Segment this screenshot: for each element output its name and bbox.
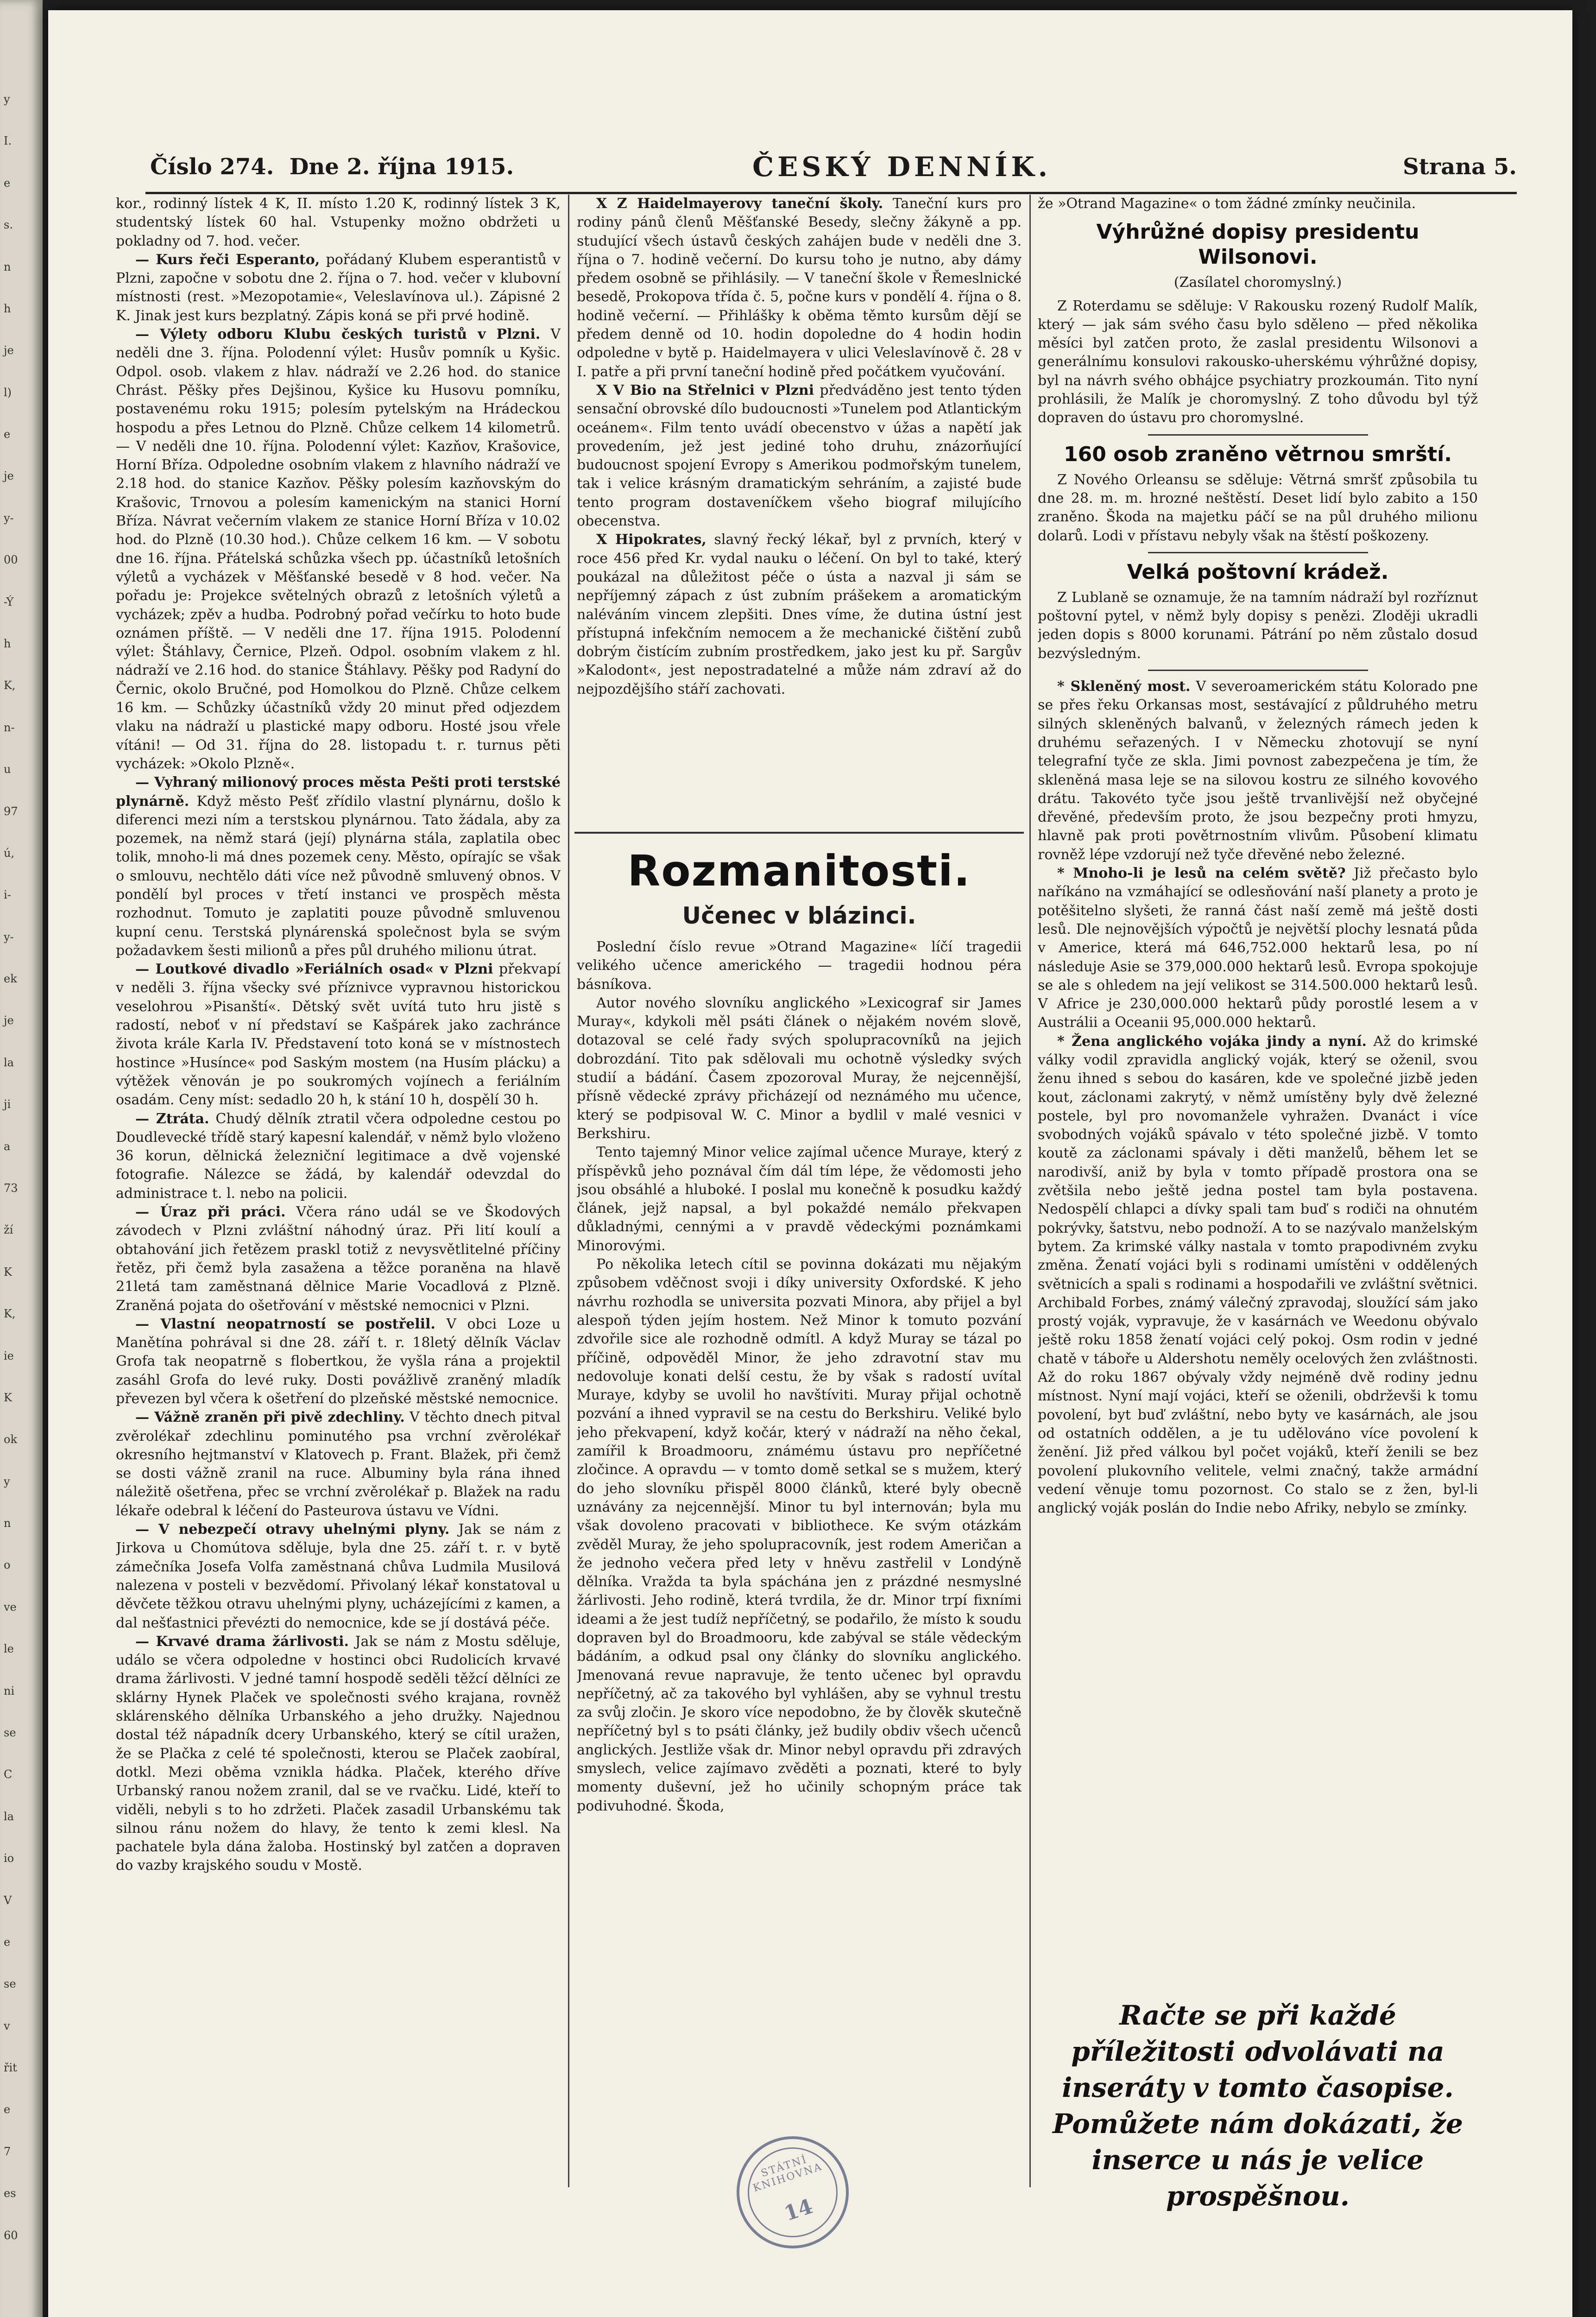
header-rule [145,192,1517,194]
article-otrava: — V nebezpečí otravy uhelnými plyny. Jak se nám z Jirkova u Chomútova sděluje, byla dne 25. září t. r. v bytě zámečníka Josefa Volfa zaměstnaná chůva Ludmila Musilová nalezena v posteli v bezvědomí. Přivolaný lékař konstatoval u děvčete těžkou otravu uhelnými plyny, ucházejícími z kamen, a dal nešťastnici převézti do nemocnice, kde se jí dostává péče. [116,1521,561,1631]
edge-fragment: ú, [4,846,15,860]
article-uraz: — Úraz při práci. Včera ráno udál se ve Škodových závodech v Plzni zvláštní náhodný úraz. Při lití koulí a obtahování jich řetězem praskl totiž z nevysvětlitelné příčiny řetěz, při čemž byla zasažena a těžce poraněna na hlavě 21letá tam zaměstnaná dělnice Marie Vocadlová z Plzně. Zraněná pojata do ošetřování v městské nemocnici v Plzni. [116,1204,561,1314]
edge-fragment: ží [4,1223,13,1237]
edge-fragment: ok [4,1433,17,1446]
column-1 [116,195,561,2187]
edge-fragment: y- [4,930,14,943]
edge-fragment: l) [4,386,12,399]
edge-fragment: ie [4,1349,14,1362]
edge-fragment: 00 [4,553,18,567]
article-zranen: — Vážně zraněn při pivě zdechliny. V těchto dnech pitval zvěrolékař zdechlinu pominutého psa vrchní zvěrolékař okresního hejtmanství v Klatovech p. Frant. Blažek, při čemž se dosti vážně zranil na ruce. Albuminy byla rána ihned náležitě ošetřena, přec se vrchní zvěrolékař p. Blažek na radu lékaře odebral k léčení do Pasteurova ústavu ve Vídni. [116,1409,561,1519]
article-bio: X V Bio na Střelnici v Plzni předváděno jest tento týden sensační obrovské dílo budoucnosti »Tunelem pod Atlantickým oceánem«. Film tento uvádí obecenstvo v úžas a napětí jak provedením, jež jest jediné toho druhu, znázorňující budoucnost spojení Evropy s Amerikou podmořským tunelem, tak i velice krásným dramatickým sehráním, a zajisté bude tento program dostaveníčkem všeho biograf milujícího obecenstva. [577,382,1022,530]
edge-fragment: u [4,763,11,776]
edge-fragment: 60 [4,2228,18,2242]
edge-fragment: n- [4,721,15,734]
edge-fragment: e [4,428,11,441]
article-ztrata: — Ztráta. Chudý dělník ztratil včera odpoledne cestou po Doudlevecké třídě starý kapesní kalendář, v němž bylo vloženo 36 korun, dělnická železniční legitimace a dvě vojenské fotografie. Nálezce se žádá, by kalendář odevzdal do administrace t. l. nebo na policii. [116,1110,561,1202]
edge-fragment: s. [4,218,13,232]
edge-fragment: se [4,1726,16,1739]
edge-fragment: la [4,1056,14,1069]
edge-fragment: je [4,469,14,483]
edge-fragment: es [4,2187,16,2200]
edge-fragment: e [4,1935,11,1949]
article-title: Učenec v blázinci. [682,902,916,929]
edge-fragment: je [4,1014,14,1027]
stamp-text: STÁTNÍ KNIHOVNA [751,2153,824,2195]
edge-fragment: io [4,1852,14,1865]
article-vylety: — Výlety odboru Klubu českých turistů v Plzni. V neděli dne 3. října. Polodenní výlet: Husův pomník u Kyšic. Odpol. osob. vlakem z hlav. nádraží ve 2.26 hod. do stanice Chrást. Pěšky přes Dejšinou, Kyšice ku Husovu pomníku, postavenému roku 1915; polesím pytelským na Hrádeckou hospodu a přes Letnou do Plzně. Chůze celkem 14 kilometrů. — V neděli dne 10. října. Polodenní výlet: Kazňov, Krašovice, Horní Bříza. Odpoledne osobním vlakem z hlavního nádraží ve 2.18 hod. do stanice Kazňov. Pěšky polesím kazňovským do Krašovic, Trnovou a polesím kamenickým na stanici Horní Bříza. Návrat večerním vlakem ze stanice Horní Bříza v 10.02 hod. do Plzně (10.30 hod.). Chůze celkem 16 km. — V sobotu dne 16. října. Přátelská schůzka všech pp. účastníků letošních výletů a vycházek v Měšťanské besedě v 8 hod. večer. Na pořadu je: Projekce světelných obrazů z letošních výletů a vycházek; zpěv a hudba. Podrobný pořad večírku to hoto bude oznámen příště. — V neděli dne 17. října 1915. Polodenní výlet: Štáhlavy, Černice, Plzeň. Odpol. osobním vlakem z hl. nádraží ve 2.16 hod. do stanice Štáhlavy. Pěšky pod Radyní do Černic, okolo Bručné, pod Homolkou do Plzně. Chůze celkem 16 km. — Schůzky účastníků vždy 20 minut před odjezdem vlaku na nádraží u plastické mapy odboru. Hosté jsou vřele vítáni! — Od 31. října do 28. listopadu t. r. turnus pěti vycházek: »Okolo Plzně«. [116,326,561,772]
edge-fragment: ek [4,972,17,986]
edge-fragment: le [4,1642,14,1656]
edge-fragment: i- [4,888,11,902]
issue-date: Číslo 274. Dne 2. října 1915. [150,154,514,180]
edge-fragment: h [4,637,11,650]
edge-fragment: -Ý [4,595,14,608]
edge-fragment: 73 [4,1182,18,1195]
article-zena-vojaka: * Žena anglického vojáka jindy a nyní. Až do krimské války vodil zpravidla anglický voják, který se oženil, svou ženu ihned s sebou do kasáren, kde ve společné jizbě jeden kout, záclonami zakrytý, v němž umístěny byly dvě železné postele, byl pro novomanžele vyhražen. Dvanáct i více svobodných vojáků spávalo v této společné jizbě. V tomto koutě za záclonami spávaly i děti manželů, během let se narodivší, aniž by byla v tomto případě prostora ona se zvětšila nebo ještě jedna postel tam byla postavena. Nedospělí chlapci a dívky spali tam buď s rodiči na ohnutém pokrývky, šatstvu, nebo podnoží. A to se nazývalo manželským bytem. Za krimské války nastala v tomto prapodivném zvyku změna. Ženatí vojáci byli s rodinami umístěni v oddělených světnicích a spali s rodinami a hospodařili ve zvláštní světnici. Archibald Forbes, známý válečný zpravodaj, sloužící sám jako prostý voják, vypravuje, že v kasárnách ve Weedonu obývalo ještě roku 1858 ženatí vojáci celý pokoj. Osm rodin v jedné chatě v táboře u Aldershotu neměly ocelových žen zvláštnosti. Až do roku 1867 obývaly vždy nejméně dvě rodiny jednu místnost. Nyní mají vojáci, kteří se oženili, obdrževši k tomu povolení, byt buď zvláštní, nebo byty ve kasárnách, ale jsou od ostatních oddělen, a je tu udělováno více povolení k ženění. Již před válkou byl počet vojáků, kteří ženili se bez povolení plukovního velitele, velmi značný, takže armádní vedení věnuje tomu pozornost. Co stalo se z žen, byl-li anglický voják poslán do Indie nebo Afriky, nebylo se zmínky. [1038,1033,1478,1517]
article-postrelil: — Vlastní neopatrností se postřelil. V obci Loze u Manětína pohrával si dne 28. září t. r. 18letý dělník Václav Grofa tak neopatrně s flobertkou, že vyšla rána a projektil zasáhl Grofa do levé ruky. Dosti povážlivě zraněný mladík převezen byl včera k ošetření do plzeňské městské nemocnice. [116,1316,561,1407]
edge-fragment: y [4,93,10,106]
edge-fragment: řit [4,2061,17,2075]
article-loutkove-divadlo: — Loutkové divadlo »Feriálních osad« v Plzni překvapí v neděli 3. října všecky své příznivce vypravnou historickou veselohrou »Pisanští«. Dětský svět uvítá tuto hru jistě s radostí, neboť v ní představí se Kašpárek jako zachránce života krále Karla IV. Představení toto koná se v místnostech hostince »Husínce« pod Saským mostem (na Husím plácku) a výtěžek věnován je po soukromých vojínech a feriálním osadám. Ceny míst: sedadlo 20 h, k stání 10 h, dospělí 30 h. [116,961,561,1108]
section-title: Rozmanitosti. [627,846,971,896]
edge-fragment: K [4,1391,12,1404]
headline-wilson: Výhrůžné dopisy presidentu Wilsonovi. [1096,220,1419,269]
article-lesy: * Mnoho-li je lesů na celém světě? Již přečasto bylo naříkáno na vzmáhající se odlesňování naší planety a proto je potěšitelno slyšeti, že ranná část naší země má ještě dosti lesů. Dle nejnovějších výpočtů je největší plochy lesnatá půda v Americe, která má 646,752.000 hektarů lesa, po ní následuje Asie se 379,000.000 hektarů lesů. Evropa spokojuje se ale s ohledem na její velikost se 314.500.000 hektarů lesů. V Africe je 230,000.000 hektarů půdy porostlé lesem a v Austrálii a Oceanii 95,000.000 hektarů. [1038,865,1478,1031]
edge-fragment: n [4,260,11,273]
article-hipokrates: X Hipokrates, slavný řecký lékař, byl z prvních, který v roce 456 před Kr. vydal nauku o léčení. On byl to také, který poukázal na důležitost péče o ústa a nazval ji sám se nepříjemný zápach z úst zubním prášekem a aromatickým naléváním vincem zlepšiti. Dnes víme, že dutina ústní jest přístupná infekčním nemocem a že mechanické čištění zubů dobrým čistícím zubním prostředkem, jako jest ku př. Sargův »Kalodont«, jest nepostradatelné a může nám zdraví až do nejpozdějšího stáří zachovati. [577,532,1022,697]
article-proces: — Vyhraný milionový proces města Pešti proti terstské plynárně. Když město Pešť zřídilo vlastní plynárnu, došlo k diferenci mezi ním a terstskou plynárnou. Tato žádala, aby za pozemek, na němž stará (její) plynárna stála, zaplatila obec tolik, mnoho-li má dnes pozemek ceny. Město, opírajíc se však o smlouvu, nechtělo dáti více než původně smluvený obnos. V pondělí byl proces v třetí instanci ve prospěch města rozhodnut. Tomuto je zaplatiti pouze původně smluvenou kupní cenu. Terstská plynárenská společnost byla se svým požadavkem šesti milionů a přes půl druhého milionu útrat. [116,774,561,959]
edge-fragment: a [4,1140,11,1153]
edge-fragment: K, [4,1307,16,1321]
article-most: * Skleněný most. V severoamerickém státu Kolorado pne se přes řeku Orkansas most, sestávající z půldruhého metru silných skleněných balvanů, v železných rámech jeden k druhému seřazených. I v Německu zhotovují se nyní telegrafní tyče ze skla. Jimi povnost zabezpečena je tím, že skleněná masa leje se na silovou kostru ze silného kovového drátu. Takovéto tyče jsou ještě trvanlivější než obyčejné dřevěné, především proto, že jsou bezpečny proti hmyzu, hlavně pak proti povětrnostním vlivům. Působení klimatu rovněž lépe vzdorují než tyče dřevěné nebo železné. [1038,678,1478,863]
edge-fragment: y- [4,511,14,525]
edge-fragment: la [4,1810,14,1823]
divider [1148,434,1368,436]
edge-fragment: 97 [4,804,18,818]
edge-fragment: y [4,1475,10,1488]
column-2-bottom [577,899,1022,2178]
edge-fragment: se [4,1977,16,1991]
edge-fragment: 7 [4,2145,11,2158]
paragraph: Z Roterdamu se sděluje: V Rakousku rozený Rudolf Malík, který — jak sám svého času bylo sděleno — před několika měsíci byl zatčen proto, že zaslal presidentu Wilsonovi a generálnímu konsulovi rakousko-uherskému výhrůžné dopisy, byl na návrh svého obhájce psychiatry prozkoumán. Tito nyní prohlásili, že Malík je choromyslný. Z toho důvodu byl týž dopraven do ústavu pro choromyslné. [1038,298,1478,426]
column-rule-1 [568,195,569,2187]
page-header [150,151,1517,186]
edge-fragment: ji [4,1098,11,1111]
headline-smrst: 160 osob zraněno větrnou smrští. [1064,442,1452,466]
article-drama: — Krvavé drama žárlivosti. Jak se nám z Mostu sděluje, událo se včera odpoledne v hostinci obci Rudolicích krvavé drama žárlivosti. V jedné tamní hospodě seděli těžcí dělníci ze sklárny Hynek Plaček ve společnosti svého krajana, rovněž sklárenského dělníka Urbanského a jeho družky. Najednou dostal též nápadník dcery Urbanského, který se cítil uražen, že se Plačka z celé té společnosti, kterou se Plaček zaobíral, dotkl. Mezi oběma vznikla hádka. Plaček, kterého dříve Urbanský ranou nožem zranil, dal se ve rvačku. Lidé, kteří to viděli, nebyli s to ho zdržeti. Plaček zasadil Urbanskému tak silnou ránu nožem do hlavy, že tento k zemi klesl. Na pachatele byla dána žaloba. Hostinský byl zatčen a dopraven do vazby krajského soudu v Mostě. [116,1633,561,1874]
edge-fragment: C [4,1768,13,1781]
stamp-number: 14 [781,2194,816,2226]
edge-fragment: v [4,2019,10,2032]
edge-fragment: h [4,302,11,315]
paragraph: Z Nového Orleansu se sděluje: Větrná smršť způsobila tu dne 28. m. m. hrozné neštěstí. Deset lidí bylo zabito a 150 zraněno. Škoda na majetku páčí se na půl druhého milionu dolarů. Lodi v přístavu nebyly však na štěstí poškozeny. [1038,471,1478,544]
advertisement-notice: Račte se při každé příležitosti odvolávati na inseráty v tomto časopise. Pomůžete nám dokázati, že inserce u nás je velice prospěšnou. [1053,2000,1463,2212]
column-3 [1038,195,1478,2212]
divider [1148,670,1368,671]
edge-fragment: K, [4,679,16,692]
paragraph: Poslední číslo revue »Otrand Magazine« líčí tragedii velikého učence amerického — tragedii hodnou péra básníkova. [577,939,1022,993]
edge-fragment: o [4,1558,11,1572]
article-esperanto: — Kurs řeči Esperanto, pořádaný Klubem esperantistů v Plzni, započne v sobotu dne 2. října o 7. hod. večer v klubovní místnosti (rest. »Mezopotamie«, Veleslavínova ul.). Zápisné 2 K. Jinak jest kurs bezplatný. Zápis koná se při prvé hodině. [116,251,561,324]
article-text: kor., rodinný lístek 4 K, II. místo 1.20 K, rodinný lístek 3 K, studentský lístek 60 hal. Vstupenky možno obdržeti u pokladny od 7. hod. večer. [116,196,561,249]
previous-page-edge [0,0,43,2317]
edge-fragment: K [4,1265,12,1279]
edge-fragment: n [4,1517,11,1530]
column-rule-2 [1029,195,1031,2187]
edge-fragment: je [4,344,14,357]
column-2-top [577,195,1022,834]
paragraph: že »Otrand Magazine« o tom žádné zmínky neučinila. [1038,196,1416,212]
paragraph: Autor nového slovníku anglického »Lexicograf sir James Muray«, kdykoli měl psáti článek o nějakém novém slově, dotazoval se celé řady svých spolupracovníků na jejich dobrozdání. Tito pak sdělovali mu ochotně výsledky svých studií a bádání. Časem zpozoroval Muray, že nejcennější, přísně vědecké zprávy přicházejí od neznámého mu učence, který se podpisoval W. C. Minor a bydlil v malé vesnici v Berkshiru. [577,994,1022,1142]
paragraph: Tento tajemný Minor velice zajímal učence Muraye, který z příspěvků jeho poznával čím dál tím lépe, že vědomosti jeho jsou obsáhlé a hluboké. I poslal mu konečně k posudku každý článek, jejž napsal, a byl pokaždé nemálo překvapen důkladnými, cennými a v pravdě vědeckými poznámkami Minorovými. [577,1144,1022,1254]
edge-fragment: V [4,1893,12,1907]
edge-fragment: e [4,2103,11,2116]
section-rule [574,832,1024,834]
edge-fragment: e [4,176,11,190]
page-number: Strana 5. [1402,154,1517,180]
masthead-title: ČESKÝ DENNÍK. [752,151,1051,183]
paragraph: Po několika letech cítil se povinna dokázati mu nějakým způsobem vděčnost svoji i díky university Oxfordské. K jeho návrhu rozhodla se universita pozvati Minora, aby přijel a byl alespoň týden jejím hostem. Než Minor k tomuto pozvání zdvořile sice ale rozhodně odmítl. A když Muray se tázal po příčině, odpověděl Minor, že jeho zdravotní stav mu nedovoluje konati delší cestu, že by však s radostí uvítal Muraye, kdyby se uvolil ho navštíviti. Muray přijal ochotně pozvání a ihned vypravil se na cestu do Berkshiru. Veliké bylo jeho překvapení, když kočár, který v nádraží na něho čekal, zamířil k Broadmooru, známému ústavu pro nepříčetné zločince. A opravdu — v tomto domě setkal se s mužem, který do jeho slovníku přispěl 8000 článků, které byly obecně uznávány za nejcennější. Minor tu byl internován; byla mu však dovoleno pracovati v bibliothece. Ke svým otázkám zvěděl Muray, že jeho spolupracovník, jest rodem Američan a že jednoho večera před lety v hněvu zastřelil v Londýně dělníka. Vražda ta byla spáchána jen z prázdné nesmyslné žárlivosti. Jeho rodině, která tvrdila, že dr. Minor trpí fixními ideami a že jest tudíž nepříčetný, se podařilo, že místo k soudu dopraven byl do Broadmooru, kde zabýval se stále vědeckým bádáním, a odkud psal ony články do slovníku anglického. Jmenovaná revue napravuje, že tento učenec byl opravdu nepříčetný, ač za takového byl vyhlášen, aby se vyhnul trestu za svůj zločin. Je skoro více nepodobno, že by člověk skutečně nepříčetný byl s to psáti články, jež budily obdiv všech učenců anglických. Jestliže však dr. Minor nebyl opravdu při zdravých smyslech, velice zajímavo zvěděti a poznati, které to byly momenty duševní, jež ho učinily schopným práce tak podivuhodné. Škoda, [577,1256,1022,1814]
paragraph: Z Lublaně se oznamuje, že na tamním nádraží byl rozříznut poštovní pytel, v němž byly dopisy s penězi. Zloději ukradli jeden dopis s 8000 korunami. Pátrání po něm zůstalo dosud bezvýsledným. [1038,589,1478,662]
divider [1148,552,1368,553]
edge-fragment: I. [4,134,12,148]
edge-fragment: ni [4,1684,15,1697]
subheadline: (Zasílatel choromyslný.) [1173,274,1342,291]
edge-fragment: ve [4,1600,17,1614]
headline-kradez: Velká poštovní krádež. [1127,560,1389,584]
article-tanecni-skola: X Z Haidelmayerovy taneční školy. Taneční kurs pro rodiny pánů členů Měšťanské Besedy, slečny žákyně a pp. studující všech ústavů českých zahájen bude v neděli dne 3. října o 7. hodině večerní. Do kursu toho je nutno, aby dámy předem osobně se přihlásily. — V taneční škole v Řemeslnické besedě, Prokopova třída č. 5, počne kurs v pondělí 4. října o 8. hodině večerní. — Přihlášky k oběma těmto kursům dějí se předem denně od 10. hodin dopoledne do 4 hodin hodin odpoledne v bytě p. Haidelmayera v ulici Veleslavínově č. 28 v I. patře a při první taneční hodině před počátkem vyučování. [577,196,1022,380]
